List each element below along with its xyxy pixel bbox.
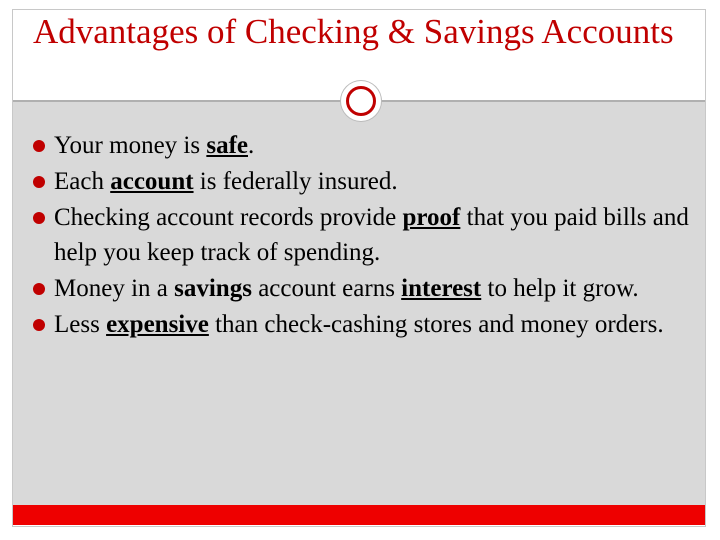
- keyword: proof: [402, 204, 461, 231]
- bullet-text: Less: [54, 311, 107, 338]
- slide-title: Advantages of Checking & Savings Accounts: [33, 12, 674, 51]
- keyword: account: [110, 168, 194, 195]
- bullet-text: .: [248, 132, 255, 159]
- bullet-text: Money in a: [54, 275, 175, 302]
- list-item: [33, 271, 698, 306]
- bullet-dot-icon: [33, 319, 45, 331]
- list-item: [33, 164, 698, 199]
- bullet-list: [33, 128, 698, 343]
- list-item: [33, 307, 698, 342]
- bullet-dot-icon: [33, 176, 45, 188]
- bullet-text: is federally insured.: [193, 168, 398, 195]
- list-item: [33, 200, 698, 270]
- bullet-text: that you paid bills and help you keep track of spending.: [54, 204, 689, 266]
- bullet-dot-icon: [33, 140, 45, 152]
- bottom-accent-bar: [13, 505, 705, 525]
- bullet-text: Each: [54, 168, 111, 195]
- keyword: interest: [401, 275, 482, 302]
- keyword-bold: savings: [174, 275, 252, 302]
- bullet-text: to help it grow.: [481, 275, 639, 302]
- bullet-text: Checking account records provide: [54, 204, 403, 231]
- bullet-dot-icon: [33, 283, 45, 295]
- bullet-text: Your money is: [54, 132, 207, 159]
- circle-ornament-icon: [341, 81, 381, 121]
- bullet-text: than check-cashing stores and money orders.: [208, 311, 664, 338]
- bullet-dot-icon: [33, 212, 45, 224]
- bullet-text: account earns: [251, 275, 402, 302]
- keyword: expensive: [106, 311, 209, 338]
- list-item: [33, 128, 698, 163]
- keyword: safe: [206, 132, 248, 159]
